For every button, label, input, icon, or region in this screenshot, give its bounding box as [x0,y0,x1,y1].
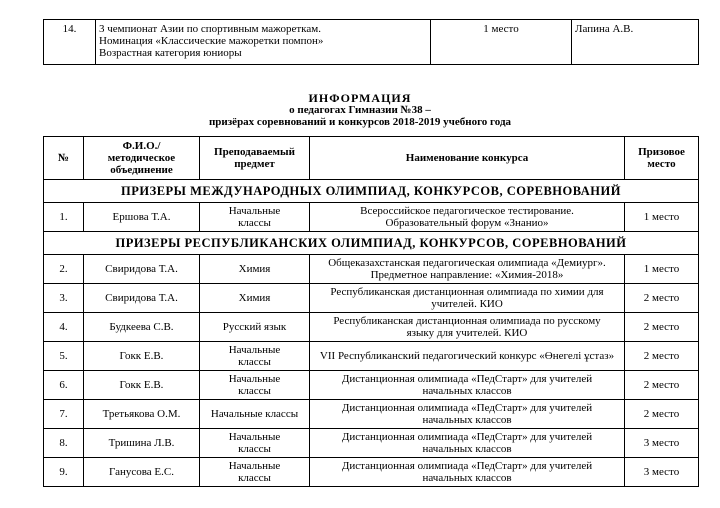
subject-cell [200,255,310,284]
cell-line: Дистанционная олимпиада «ПедСтарт» для учителей [341,402,593,414]
table-row [44,400,699,429]
header-num: № [44,137,84,180]
table-row [44,255,699,284]
cell-line: Начальные классы [210,408,299,420]
cell-line: VII Республиканский педагогический конкурс «Өнегелі ұстаз» [319,350,615,362]
place-cell: 2 место [625,400,699,429]
place-cell: 2 место [625,342,699,371]
row-number: 3. [44,284,84,313]
place-cell: 2 место [625,284,699,313]
table-row [44,429,699,458]
teacher-name: Ганусова Е.С. [84,458,200,487]
cell-line: начальных классов [422,385,512,397]
teacher-name: Гокк Е.В. [84,342,200,371]
place-cell: 2 место [625,371,699,400]
place-cell: 2 место [625,313,699,342]
title-line-2: о педагогах Гимназии №38 – [289,104,431,116]
contest-cell [310,203,625,232]
header-line: Преподаваемый [214,146,295,158]
row-number: 2. [44,255,84,284]
cell-line: учителей. КИО [431,298,503,310]
subject-cell [200,284,310,313]
contest-line: Возрастная категория юниоры [99,47,242,59]
header-row [44,137,699,180]
cell-line: Всероссийское педагогическое тестирование. [360,205,574,217]
title-line-3: призёрах соревнований и конкурсов 2018-2019 учебного года [208,116,512,128]
cell-line: Дистанционная олимпиада «ПедСтарт» для учителей [341,460,593,472]
contest-cell [310,458,625,487]
cell-line: классы [238,443,271,455]
awards-table [43,136,699,487]
cell-line: Начальные [228,431,281,443]
cell-line: классы [238,356,271,368]
header-line: место [647,158,676,170]
cell-line: языку для учителей. КИО [406,327,528,339]
row-number: 8. [44,429,84,458]
teacher-name: Свиридова Т.А. [84,284,200,313]
header-line: Призовое [638,146,685,158]
cell-line: Начальные [228,460,281,472]
teacher-name: Будкеева С.В. [84,313,200,342]
table-row [44,203,699,232]
table-row [44,284,699,313]
contest-cell [310,400,625,429]
cell-line: Начальные [228,344,281,356]
contest-cell [310,342,625,371]
table-row [44,458,699,487]
previous-page-table [43,19,699,65]
cell-line: Общеказахстанская педагогическая олимпиада «Демиург». [328,257,606,269]
header-line: методическое [107,152,176,164]
header-name [84,137,200,180]
teacher-name: Свиридова Т.А. [84,255,200,284]
header-line: Ф.И.О./ [122,140,161,152]
subject-cell [200,342,310,371]
cell-line: Начальные [228,373,281,385]
cell-line: начальных классов [422,472,512,484]
header-contest: Наименование конкурса [310,137,625,180]
place-cell: 1 место [431,20,572,65]
subject-cell [200,203,310,232]
section-title: ПРИЗЕРЫ РЕСПУБЛИКАНСКИХ ОЛИМПИАД, КОНКУРСОВ, СОРЕВНОВАНИЙ [44,232,699,255]
cell-line: Образовательный форум «Знанио» [385,217,549,229]
place-cell: 1 место [625,255,699,284]
cell-line: Предметное направление: «Химия-2018» [370,269,564,281]
cell-line: начальных классов [422,443,512,455]
header-line: объединение [110,164,173,176]
place-cell: 1 место [625,203,699,232]
row-number: 14. [44,20,96,65]
contest-cell [310,255,625,284]
cell-line: классы [238,217,271,229]
document-title [0,92,720,128]
cell-line: начальных классов [422,414,512,426]
cell-line: Русский язык [222,321,287,333]
row-number: 5. [44,342,84,371]
contest-line: 3 чемпионат Азии по спортивным мажореткам. [99,23,321,35]
subject-cell [200,371,310,400]
subject-cell [200,400,310,429]
subject-cell [200,458,310,487]
section-header-row [44,232,699,255]
table-row [44,20,699,65]
cell-line: классы [238,472,271,484]
cell-line: Дистанционная олимпиада «ПедСтарт» для учителей [341,373,593,385]
subject-cell [200,429,310,458]
section-title: ПРИЗЕРЫ МЕЖДУНАРОДНЫХ ОЛИМПИАД, КОНКУРСОВ, СОРЕВНОВАНИЙ [44,180,699,203]
place-cell: 3 место [625,458,699,487]
teacher-name: Ершова Т.А. [84,203,200,232]
cell-line: классы [238,385,271,397]
teacher-name: Третьякова О.М. [84,400,200,429]
header-line: предмет [234,158,275,170]
title-main: ИНФОРМАЦИЯ [308,91,412,105]
row-number: 7. [44,400,84,429]
contest-cell [96,20,431,65]
header-subject [200,137,310,180]
cell-line: Дистанционная олимпиада «ПедСтарт» для учителей [341,431,593,443]
teacher-name: Гокк Е.В. [84,371,200,400]
row-number: 4. [44,313,84,342]
cell-line: Начальные [228,205,281,217]
table-row [44,371,699,400]
cell-line: Химия [238,292,271,304]
contest-cell [310,313,625,342]
contest-cell [310,371,625,400]
contest-line: Номинация «Классические мажоретки помпон» [99,35,324,47]
contest-cell [310,284,625,313]
row-number: 6. [44,371,84,400]
row-number: 9. [44,458,84,487]
person-cell: Лапина А.В. [572,20,699,65]
place-cell: 3 место [625,429,699,458]
cell-line: Республиканская дистанционная олимпиада по русскому [333,315,601,327]
contest-cell [310,429,625,458]
section-header-row [44,180,699,203]
row-number: 1. [44,203,84,232]
cell-line: Химия [238,263,271,275]
header-place [625,137,699,180]
subject-cell [200,313,310,342]
teacher-name: Тришина Л.В. [84,429,200,458]
table-row [44,313,699,342]
cell-line: Республиканская дистанционная олимпиада по химии для [330,286,604,298]
table-row [44,342,699,371]
